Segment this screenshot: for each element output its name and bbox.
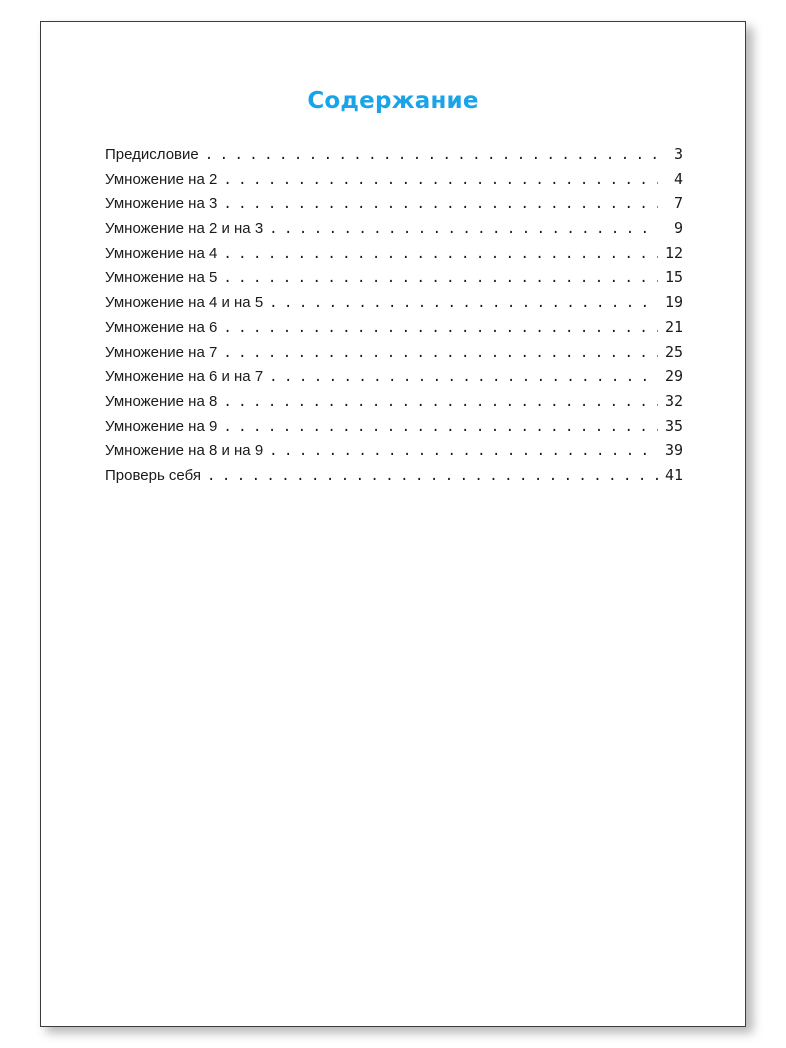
toc-item[interactable]: [105, 367, 683, 392]
toc-item[interactable]: [105, 318, 683, 343]
toc-item-label: Умножение на 6: [105, 318, 218, 336]
toc-leader-dots: [223, 196, 658, 212]
toc-item-page: 4: [673, 169, 683, 188]
toc-leader-dots: [269, 443, 658, 459]
document-page: [40, 21, 746, 1027]
toc-item-page: 19: [664, 293, 683, 312]
toc-leader-dots: [223, 320, 658, 336]
toc-item-label: Умножение на 4 и на 5: [105, 294, 264, 312]
toc-leader-dots: [205, 147, 658, 163]
toc-item-page: 21: [664, 317, 683, 336]
toc-item-label: Проверь себя: [105, 466, 201, 484]
toc-item[interactable]: [105, 466, 683, 491]
toc-leader-dots: [223, 246, 658, 262]
toc-item[interactable]: [105, 170, 683, 195]
toc-leader-dots: [223, 419, 658, 435]
toc-item[interactable]: [105, 244, 683, 269]
toc-item-label: Умножение на 8 и на 9: [105, 442, 264, 460]
page-title: Содержание: [307, 88, 479, 114]
toc-item-page: 9: [673, 219, 683, 238]
toc-item-page: 32: [664, 391, 683, 410]
toc-item-label: Умножение на 2: [105, 170, 218, 188]
toc-item[interactable]: [105, 145, 683, 170]
toc-item[interactable]: [105, 417, 683, 442]
toc-leader-dots: [269, 295, 658, 311]
toc-item[interactable]: [105, 343, 683, 368]
toc-item-label: Умножение на 9: [105, 417, 218, 435]
toc-item-label: Умножение на 6 и на 7: [105, 368, 264, 386]
toc-leader-dots: [269, 369, 658, 385]
toc-item-label: Умножение на 4: [105, 244, 218, 262]
toc-item-page: 35: [664, 416, 683, 435]
toc-item-page: 29: [664, 367, 683, 386]
toc-item-page: 12: [664, 243, 683, 262]
toc-item[interactable]: [105, 268, 683, 293]
toc-item[interactable]: [105, 194, 683, 219]
toc-item-page: 25: [664, 342, 683, 361]
table-of-contents: [105, 145, 683, 491]
toc-item-page: 7: [673, 194, 683, 213]
toc-item-page: 15: [664, 268, 683, 287]
toc-item-page: 3: [673, 145, 683, 163]
toc-item-label: Умножение на 7: [105, 343, 218, 361]
toc-item-page: 41: [664, 465, 683, 484]
toc-leader-dots: [223, 172, 658, 188]
toc-item-label: Умножение на 8: [105, 392, 218, 410]
toc-leader-dots: [269, 221, 658, 237]
toc-item-page: 39: [664, 441, 683, 460]
toc-item-label: Умножение на 3: [105, 195, 218, 213]
toc-item-label: Предисловие: [105, 146, 199, 163]
toc-leader-dots: [223, 270, 658, 286]
toc-item[interactable]: [105, 441, 683, 466]
toc-leader-dots: [223, 394, 658, 410]
toc-item[interactable]: [105, 293, 683, 318]
toc-item-label: Умножение на 2 и на 3: [105, 220, 264, 238]
toc-item[interactable]: [105, 392, 683, 417]
toc-item-label: Умножение на 5: [105, 269, 218, 287]
toc-leader-dots: [223, 345, 658, 361]
toc-item[interactable]: [105, 219, 683, 244]
toc-leader-dots: [207, 468, 658, 484]
